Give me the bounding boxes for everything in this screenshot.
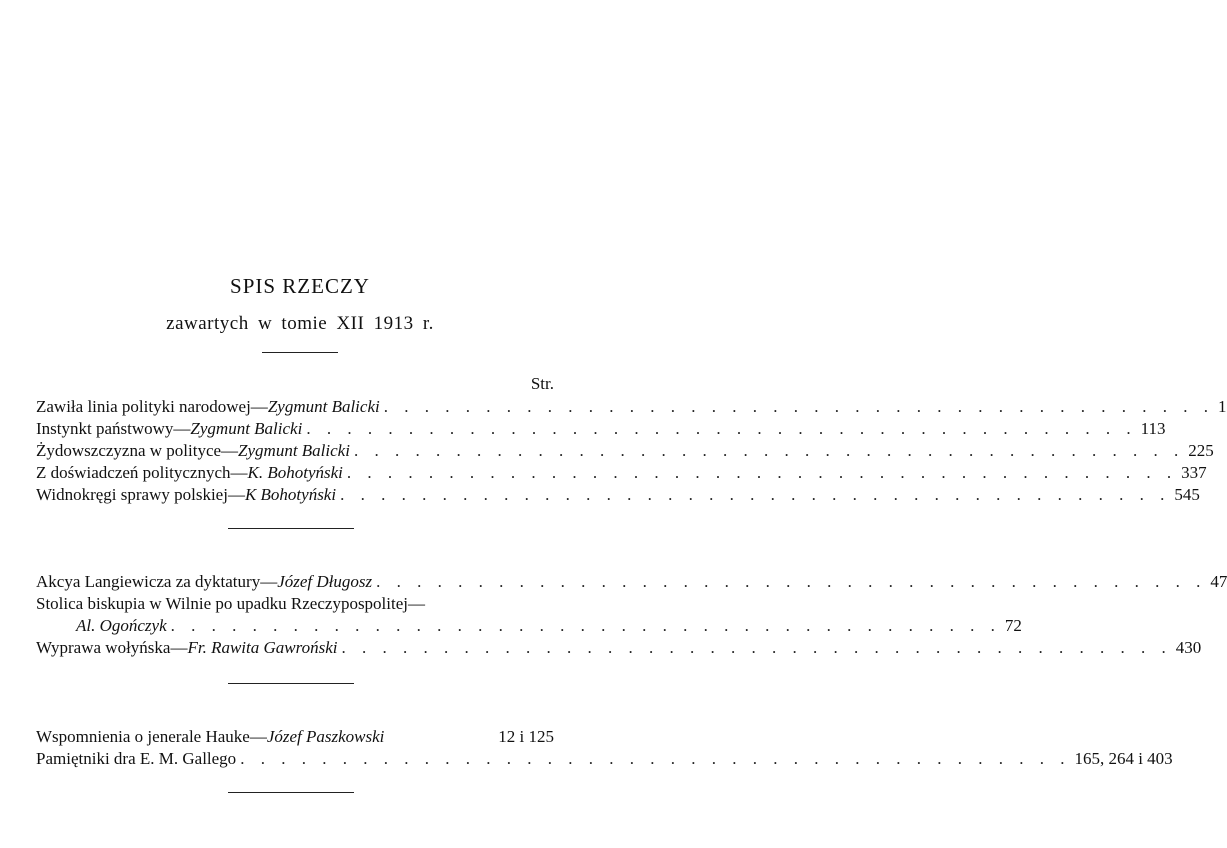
entry-author: K. Bohotyński <box>247 463 343 482</box>
toc-entry[interactable] <box>36 440 1214 462</box>
dot-leader: . . . . . . . . . . . . . . . . . . . . . . . . . . . . . . . . . . . . . . . . . <box>306 419 1137 438</box>
entry-page: 545 <box>1174 485 1200 504</box>
entry-author: Józef Długosz <box>277 572 373 591</box>
entry-page: 12 i 125 <box>498 727 554 746</box>
entry-page: 337 <box>1181 463 1207 482</box>
dot-leader: . . . . . . . . . . . . . . . . . . . . . . . . . . . . . . . . . . . . . . . . . <box>340 485 1171 504</box>
divider-rule <box>228 683 354 684</box>
entry-author: K Bohotyński <box>244 485 337 504</box>
toc-entry[interactable] <box>36 462 1207 484</box>
entry-page: 430 <box>1175 638 1202 657</box>
entry-title: Żydowszczyzna w polityce— <box>36 441 239 460</box>
toc-entry[interactable] <box>36 484 1200 506</box>
toc-entry[interactable] <box>36 593 554 615</box>
divider-rule <box>228 528 354 529</box>
toc-entry[interactable] <box>36 418 1166 440</box>
entry-author: Fr. Rawita Gawroński <box>187 638 338 657</box>
dot-leader: . . . . . . . . . . . . . . . . . . . . . . . . . . . . . . . . . . . . . . . . . <box>353 441 1185 460</box>
entry-page: 225 <box>1188 441 1214 460</box>
dot-leader: . . . . . . . . . . . . . . . . . . . . . . . . . . . . . . . . . . . . . . . . . <box>170 616 1001 635</box>
entry-page: 113 <box>1140 419 1166 438</box>
entry-author: Zygmunt Balicki <box>238 441 350 460</box>
dot-leader: . . . . . . . . . . . . . . . . . . . . . . . . . . . . . . . . . . . . . . . . . <box>341 638 1172 657</box>
dot-leader: . . . . . . . . . . . . . . . . . . . . . . . . . . . . . . . . . . . . . . . . . <box>383 397 1214 416</box>
page-subtitle: zawartych w tomie XII 1913 r. <box>166 313 434 334</box>
entry-title: Z doświadczeń politycznych— <box>36 463 248 482</box>
entry-author: Al. Ogończyk <box>76 616 167 635</box>
entry-title: Widnokręgi sprawy polskiej— <box>36 485 245 504</box>
entry-author: Zygmunt Balicki <box>190 419 303 438</box>
entry-title: Akcya Langiewicza za dyktatury— <box>36 572 278 591</box>
divider-rule <box>228 792 354 793</box>
page-title: SPIS RZECZY <box>230 274 370 298</box>
toc-entry[interactable] <box>36 637 1202 659</box>
toc-entry[interactable] <box>36 396 1227 418</box>
entry-author: Zygmunt Balicki <box>267 397 380 416</box>
toc-entry[interactable] <box>36 726 554 748</box>
toc-entry[interactable] <box>36 748 1173 770</box>
divider-rule <box>262 352 338 353</box>
dot-leader: . . . . . . . . . . . . . . . . . . . . . . . . . . . . . . . . . . . . . . . . . <box>346 463 1178 482</box>
entry-page: 47 <box>1210 572 1227 591</box>
dot-leader: . . . . . . . . . . . . . . . . . . . . . . . . . . . . . . . . . . . . . . . . . <box>376 572 1207 591</box>
entry-title: Wyprawa wołyńska— <box>36 638 188 657</box>
toc-entry-continuation[interactable] <box>76 615 1022 637</box>
entry-page: 165, 264 i 403 <box>1074 749 1173 768</box>
entry-title: Wspomnienia o jenerale Hauke— <box>36 727 267 746</box>
toc-entry[interactable] <box>36 571 1227 593</box>
entry-author: Józef Paszkowski <box>266 727 385 746</box>
entry-title: Stolica biskupia w Wilnie po upadku Rzeczypospolitej— <box>36 594 425 613</box>
entry-title: Pamiętniki dra E. M. Gallego <box>36 749 237 768</box>
entry-title: Instynkt państwowy— <box>36 419 191 438</box>
dot-leader: . . . . . . . . . . . . . . . . . . . . . . . . . . . . . . . . . . . . . . . . . <box>240 749 1071 768</box>
entry-page: 72 <box>1004 616 1022 635</box>
page-column-label: Str. <box>530 374 554 393</box>
entry-page: 1 <box>1217 397 1227 416</box>
entry-title: Zawiła linia polityki narodowej— <box>36 397 268 416</box>
